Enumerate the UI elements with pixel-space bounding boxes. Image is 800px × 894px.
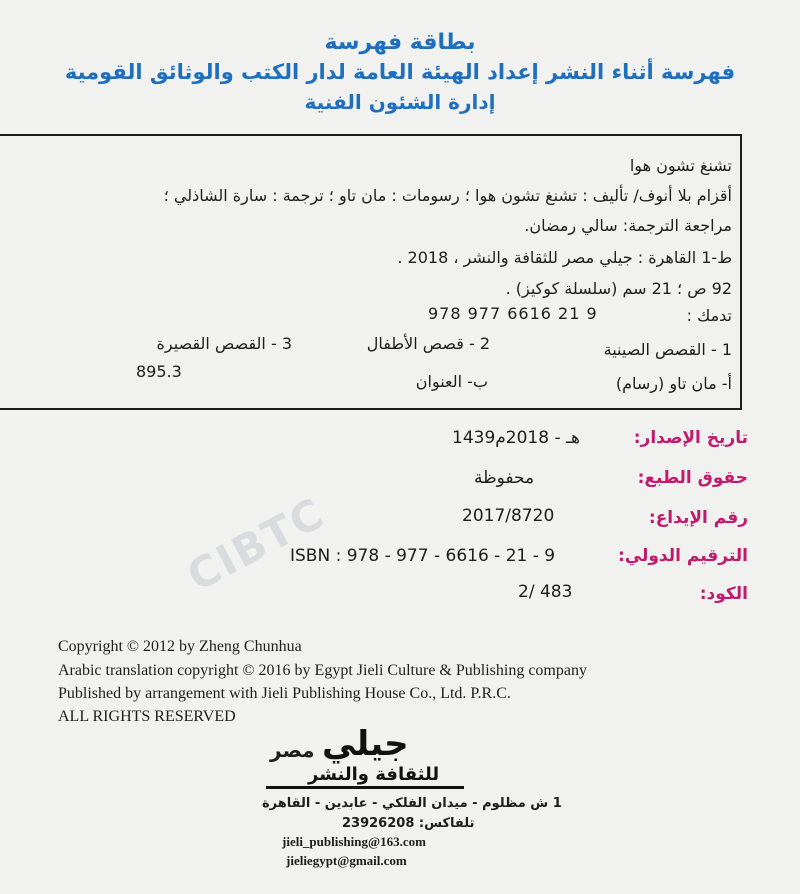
catalog-card-subtitle: فهرسة أثناء النشر إعداد الهيئة العامة لدار الكتب والوثائق القومية (64, 60, 736, 84)
logo-sub-text: للثقافة والنشر (308, 764, 440, 785)
catalog-entry-a: أ- مان تاو (رسام) (615, 374, 732, 393)
catalog-credits: أقزام بلا أنوف/ تأليف : تشنغ تشون هوا ؛ رسومات : مان تاو ؛ ترجمة : سارة الشاذلي ؛ (163, 186, 732, 205)
publisher-email-1: jieli_publishing@163.com (282, 834, 426, 849)
release-date-value: 1439هـ - 2018م (452, 428, 580, 448)
publisher-email-2: jieliegypt@gmail.com (286, 853, 407, 868)
publisher-logo (270, 724, 470, 788)
release-date-label: تاريخ الإصدار: (633, 428, 748, 448)
subject-number: 3 (281, 334, 292, 353)
catalog-review: مراجعة الترجمة: سالي رمضان. (524, 216, 732, 235)
deposit-number-value: 2017/8720 (462, 506, 555, 526)
copyright-line-4: ALL RIGHTS RESERVED (58, 708, 236, 725)
catalog-isbn-label: تدمك : (686, 306, 732, 325)
code-label: الكود: (699, 584, 748, 604)
subject-number: 2 (479, 334, 490, 353)
catalog-subject-3 (157, 334, 292, 353)
catalog-card-title: بطاقة فهرسة (324, 30, 476, 55)
subject-text: - القصص الصينية (603, 340, 717, 359)
cataloging-box (0, 134, 742, 410)
catalog-author: تشنغ تشون هوا (629, 156, 732, 175)
logo-main-text: جيلي (322, 724, 409, 764)
catalog-card-department: إدارة الشئون الفنية (304, 90, 496, 114)
catalog-subject-2 (367, 334, 490, 353)
logo-underline (266, 786, 464, 789)
catalog-subject-1 (604, 340, 732, 359)
catalog-edition: ط-1 القاهرة : جيلي مصر للثقافة والنشر ، 2018 . (397, 248, 732, 267)
code-value: 2/ 483 (518, 582, 573, 602)
catalog-entry-b: ب- العنوان (415, 372, 488, 391)
rights-label: حقوق الطبع: (637, 468, 748, 488)
rights-value: محفوظة (474, 468, 535, 488)
catalog-pages: 92 ص ؛ 21 سم (سلسلة كوكيز) . (505, 279, 732, 298)
publisher-fax: تلفاكس: 23926208 (342, 816, 475, 831)
isbn-value: ISBN : 978 - 977 - 6616 - 21 - 9 (290, 546, 556, 566)
publisher-address: 1 ش مظلوم - ميدان الفلكي - عابدين - القاهرة (262, 796, 562, 811)
deposit-number-label: رقم الإيداع: (648, 508, 748, 528)
copyright-line-3: Published by arrangement with Jieli Publishing House Co., Ltd. P.R.C. (58, 685, 511, 702)
subject-text: - القصص القصيرة (156, 334, 277, 353)
catalog-classification: 895.3 (136, 362, 182, 381)
watermark: CIBTC (179, 488, 333, 601)
subject-text: - قصص الأطفال (366, 334, 475, 353)
logo-side-text: مصر (270, 738, 315, 762)
catalog-isbn-value: 978 977 6616 21 9 (428, 304, 598, 323)
copyright-line-1: Copyright © 2012 by Zheng Chunhua (58, 638, 302, 655)
subject-number: 1 (721, 340, 732, 359)
copyright-line-2: Arabic translation copyright © 2016 by Egypt Jieli Culture & Publishing company (58, 662, 587, 679)
isbn-label: الترقيم الدولي: (617, 546, 748, 566)
